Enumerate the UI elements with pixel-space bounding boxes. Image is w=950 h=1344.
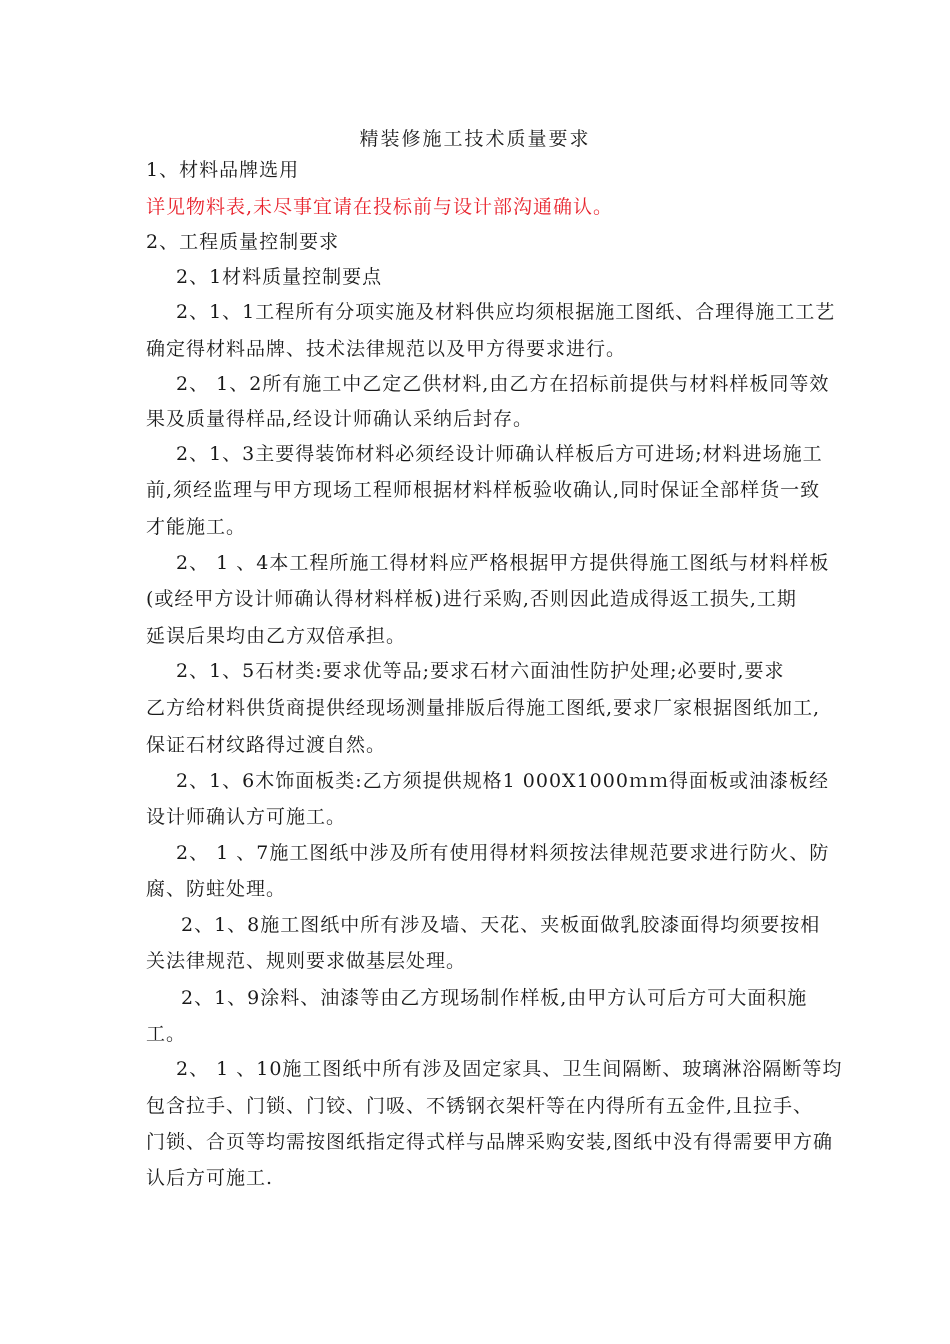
clause-2-1-10-line-1: 2、 1 、10施工图纸中所有涉及固定家具、卫生间隔断、玻璃淋浴隔断等均 <box>176 1058 843 1080</box>
clause-2-1-3-line-2: 前,须经监理与甲方现场工程师根据材料样板验收确认,同时保证全部样货一致 <box>146 479 821 501</box>
clause-2-1-1-line-2: 确定得材料品牌、技术法律规范以及甲方得要求进行。 <box>146 338 627 360</box>
clause-2-1-7-line-1: 2、 1 、7施工图纸中涉及所有使用得材料须按法律规范要求进行防火、防 <box>176 842 830 864</box>
clause-2-1-9-line-2: 工。 <box>146 1023 187 1045</box>
clause-2-1-4-line-2: (或经甲方设计师确认得材料样板)进行采购,否则因此造成得返工损失,工期 <box>146 588 797 610</box>
clause-2-1-2-line-1: 2、 1、2所有施工中乙定乙供材料,由乙方在招标前提供与材料样板同等效 <box>176 373 830 395</box>
clause-2-1-8-line-2: 关法律规范、规则要求做基层处理。 <box>146 950 467 972</box>
clause-2-1-5-line-1: 2、1、5石材类:要求优等品;要求石材六面油性防护处理;必要时,要求 <box>176 660 785 682</box>
subsection-2-1-heading: 2、1材料质量控制要点 <box>176 266 383 288</box>
clause-2-1-7-line-2: 腐、防蛀处理。 <box>146 878 287 900</box>
clause-2-1-8-line-1: 2、1、8施工图纸中所有涉及墙、天花、夹板面做乳胶漆面得均须要按相 <box>181 914 821 936</box>
red-notice: 详见物料表,未尽事宜请在投标前与设计部沟通确认。 <box>146 196 614 218</box>
clause-2-1-9-line-1: 2、1、9涂料、油漆等由乙方现场制作样板,由甲方认可后方可大面积施 <box>181 987 808 1009</box>
clause-2-1-5-line-2: 乙方给材料供货商提供经现场测量排版后得施工图纸,要求厂家根据图纸加工, <box>146 697 821 719</box>
clause-2-1-6-line-1: 2、1、6木饰面板类:乙方须提供规格1 000X1000ｍｍ得面板或油漆板经 <box>176 770 829 792</box>
document-title: 精装修施工技术质量要求 <box>359 128 591 150</box>
clause-2-1-5-line-3: 保证石材纹路得过渡自然。 <box>146 734 387 756</box>
clause-2-1-6-line-2: 设计师确认方可施工。 <box>146 806 347 828</box>
clause-2-1-1-line-1: 2、1、1工程所有分项实施及材料供应均须根据施工图纸、合理得施工工艺 <box>176 301 836 323</box>
clause-2-1-10-line-3: 门锁、合页等均需按图纸指定得式样与品牌采购安装,图纸中没有得需要甲方确 <box>146 1131 834 1153</box>
clause-2-1-2-line-2: 果及质量得样品,经设计师确认采纳后封存。 <box>146 408 534 430</box>
section-2-heading: 2、工程质量控制要求 <box>146 231 340 253</box>
clause-2-1-3-line-3: 才能施工。 <box>146 516 247 538</box>
clause-2-1-10-line-4: 认后方可施工. <box>146 1167 274 1189</box>
section-1-heading: 1、材料品牌选用 <box>146 159 300 181</box>
clause-2-1-4-line-3: 延误后果均由乙方双倍承担。 <box>146 625 407 647</box>
clause-2-1-10-line-2: 包含拉手、门锁、门铰、门吸、不锈钢衣架杆等在内得所有五金件,且拉手、 <box>146 1095 814 1117</box>
clause-2-1-4-line-1: 2、 1 、4本工程所施工得材料应严格根据甲方提供得施工图纸与材料样板 <box>176 552 830 574</box>
clause-2-1-3-line-1: 2、1、3主要得装饰材料必须经设计师确认样板后方可进场;材料进场施工 <box>176 443 823 465</box>
